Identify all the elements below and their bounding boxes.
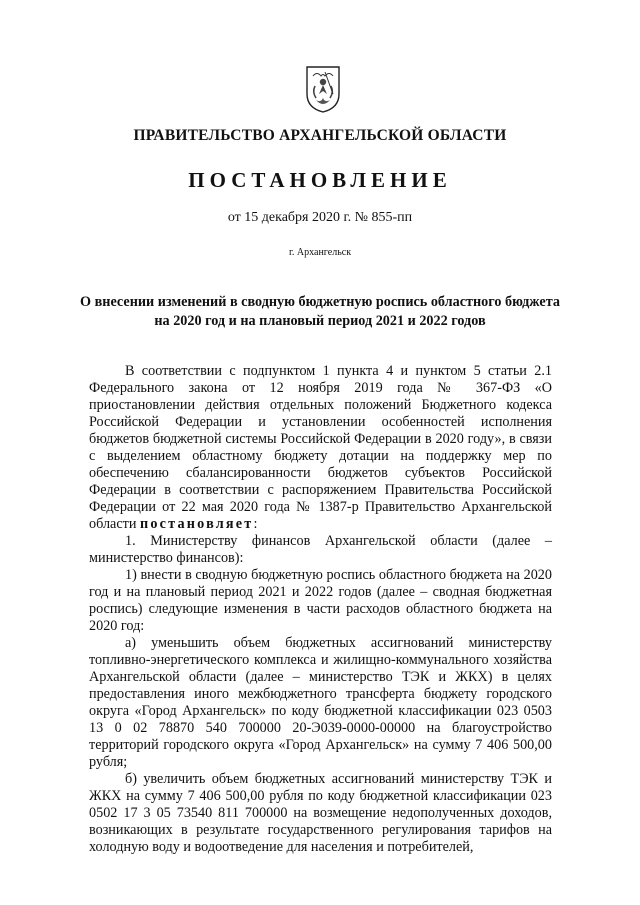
document-type: ПОСТАНОВЛЕНИЕ bbox=[188, 168, 452, 192]
organization-name: ПРАВИТЕЛЬСТВО АРХАНГЕЛЬСКОЙ ОБЛАСТИ bbox=[133, 127, 507, 144]
document-title: О внесении изменений в сводную бюджетную роспись областного бюджета на 2020 год и на плановый период 2021 и 2022 годов bbox=[80, 294, 560, 329]
item-1: 1. Министерству финансов Архангельской области (далее – министерство финансов): bbox=[89, 533, 552, 566]
document-body bbox=[89, 363, 552, 856]
item-a: а) уменьшить объем бюджетных ассигнований министерству топливно-энергетического комплекса и жилищно-коммунального хозяйства Архангельской области (далее – министерство ТЭК и ЖКХ) в целях предоставления иного межбюджетного трансферта бюджету городского округа «Город Архангельск» по коду бюджетной классификации 023 0503 13 0 02 78870 540 700000 20-Э039-0000-00000 на благоустройство территорий городского округа «Город Архангельск» на сумму 7 406 500,00 рубля; bbox=[89, 635, 552, 770]
decree-colon: : bbox=[253, 516, 258, 532]
intro-text: В соответствии с подпунктом 1 пункта 4 и пунктом 5 статьи 2.1 Федерального закона от 12 ноября 2019 года № 367-ФЗ «О приостановлении действия отдельных положений Бюджетного кодекса Российской Федерации и установлении особенностей исполнения бюджетов бюджетной системы Российской Федерации в 2020 году», в связи с выделением областному бюджету дотации на поддержку мер по обеспечению сбалансированности бюджетов субъектов Российской Федерации в соответствии с распоряжением Правительства Российской Федерации от 22 мая 2020 года № 1387-р Правительство Архангельской области bbox=[89, 363, 552, 532]
decree-word: постановляет bbox=[139, 516, 254, 532]
item-1-1: 1) внести в сводную бюджетную роспись областного бюджета на 2020 год и на плановый период 2021 и 2022 годов (далее – сводная бюджетная роспись) следующие изменения в части расходов областного бюджета на 2020 год: bbox=[89, 567, 552, 634]
document-date-number: от 15 декабря 2020 г. № 855-пп bbox=[227, 210, 413, 225]
intro-paragraph bbox=[89, 363, 552, 533]
coat-of-arms-icon bbox=[303, 64, 343, 114]
item-b: б) увеличить объем бюджетных ассигнований министерству ТЭК и ЖКХ на сумму 7 406 500,00 рубля по коду бюджетной классификации 023 0502 17 3 05 73540 811 700000 на возмещение недополученных доходов, возникающих в результате государственного регулирования тарифов на холодную воду и водоотведение для населения и потребителей, bbox=[89, 771, 552, 855]
document-city: г. Архангельск bbox=[288, 247, 352, 258]
